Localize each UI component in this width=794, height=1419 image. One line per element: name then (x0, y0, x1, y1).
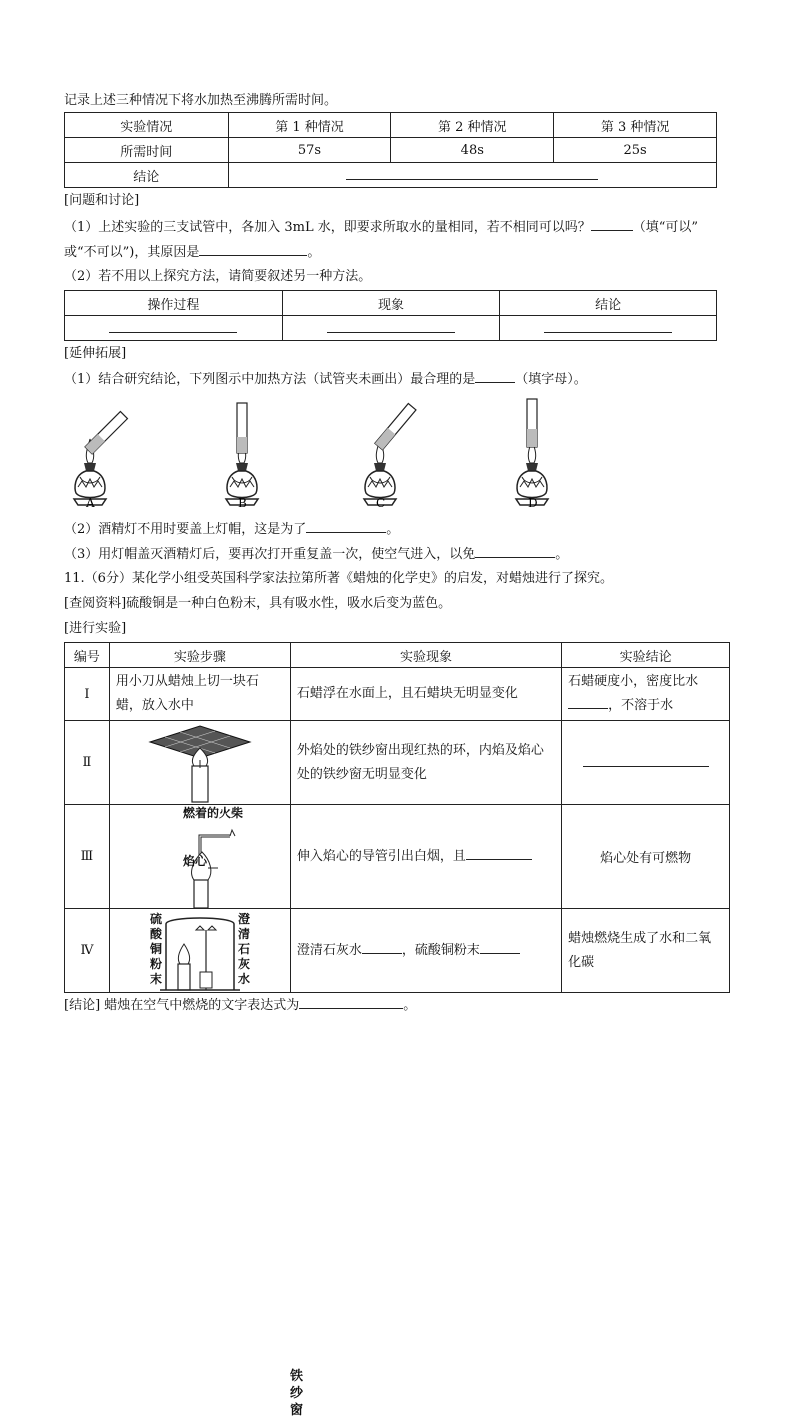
copper-sulfate-label: 硫酸铜粉末 (150, 912, 163, 986)
answer-blank[interactable] (346, 167, 598, 180)
answer-blank[interactable] (568, 696, 608, 709)
heating-diagrams (64, 395, 584, 510)
extension-q1 (64, 370, 587, 389)
q11-info: [查阅资料]硫酸铜是一种白色粉末，具有吸水性，吸水后变为蓝色。 (64, 596, 452, 611)
conclusion-text-b: ，不溶于水 (608, 698, 674, 713)
conclusion-end: 。 (403, 998, 417, 1013)
diagram-d-test-tube-icon (527, 399, 537, 447)
gauze-label: 铁纱窗 (289, 1368, 303, 1418)
phenomenon-cell (290, 909, 561, 993)
time-cell: 25s (554, 138, 717, 163)
q1-text-c: 或“不可以”)，其原因是 (64, 245, 200, 260)
phenomenon-text-a: 澄清石灰水 (296, 942, 362, 958)
q1-end: 。 (307, 245, 321, 260)
row-id: Ⅱ (65, 721, 110, 805)
flame-icon (178, 944, 189, 964)
answer-blank[interactable] (544, 320, 672, 333)
flame-core-label: 焰心 (183, 854, 208, 868)
answer-blank[interactable] (480, 941, 520, 954)
q11-conclusion (64, 996, 416, 1015)
answer-cell (65, 316, 283, 341)
q1-text-b: （填“可以” (632, 220, 699, 235)
answer-cell (500, 316, 717, 341)
header-cell: 实验结论 (562, 643, 730, 668)
q11-exp-title: [进行实验] (64, 621, 127, 636)
heating-time-table (64, 112, 717, 188)
q11-heading: 11.（6分）某化学小组受英国科学家法拉第所著《蜡烛的化学史》的启发，对蜡烛进行了探究。 (64, 571, 613, 586)
phenomenon-text: 伸入焰心的导管引出白烟，且 (296, 848, 466, 864)
conclusion-cell (562, 721, 730, 805)
row-id: Ⅳ (65, 909, 110, 993)
limewater-label: 澄清石灰水 (238, 912, 251, 986)
diagram-a-test-tube-icon (85, 412, 127, 454)
candle-icon (194, 880, 208, 908)
answer-cell (282, 316, 500, 341)
ext-q1-text: （1）结合研究结论，下列图示中加热方法（试管夹未画出）最合理的是 (64, 372, 476, 387)
header-cell: 实验现象 (290, 643, 561, 668)
header-cell: 现象 (282, 291, 500, 316)
header-cell: 实验步骤 (109, 643, 290, 668)
row-id: Ⅲ (65, 805, 110, 909)
step-cell: 用小刀从蜡烛上切一块石蜡，放入水中 (109, 668, 290, 721)
row-label: 所需时间 (65, 138, 229, 163)
answer-blank[interactable] (199, 243, 307, 256)
ext-q1-text-b: （填字母）。 (515, 372, 587, 387)
ext-q2-text: （2）酒精灯不用时要盖上灯帽，这是为了 (64, 522, 307, 537)
answer-blank[interactable] (299, 996, 403, 1009)
row-id: Ⅰ (65, 668, 110, 721)
extension-q3 (64, 545, 568, 564)
row-label: 结论 (65, 163, 229, 188)
extension-q2 (64, 520, 399, 539)
answer-blank[interactable] (466, 847, 532, 860)
header-cell: 编号 (65, 643, 110, 668)
conclusion-answer-cell (228, 163, 716, 188)
phenomenon-cell: 外焰处的铁纱窗出现红热的环，内焰及焰心处的铁纱窗无明显变化 (290, 721, 561, 805)
intro-text: 记录上述三种情况下将水加热至沸腾所需时间。 (64, 93, 338, 108)
conclusion-cell (562, 668, 730, 721)
conclusion-cell: 焰心处有可燃物 (562, 805, 730, 909)
limewater-beaker-icon (200, 972, 212, 988)
alt-method-table (64, 290, 717, 341)
discussion-title: [问题和讨论] (64, 193, 140, 208)
option-label-b: B (238, 496, 247, 510)
header-cell: 第 2 种情况 (391, 113, 554, 138)
conclusion-text: 石蜡硬度小，密度比水 (568, 674, 699, 689)
header-cell: 第 3 种情况 (554, 113, 717, 138)
phenomenon-text-b: ，硫酸铜粉末 (401, 942, 480, 958)
match-icon (230, 830, 235, 836)
header-cell: 结论 (500, 291, 717, 316)
ext-q2-end: 。 (386, 522, 400, 537)
answer-blank[interactable] (327, 320, 455, 333)
option-label-d: D (528, 496, 538, 510)
answer-blank[interactable] (583, 754, 709, 767)
candle-icon (192, 766, 208, 802)
header-cell: 实验情况 (65, 113, 229, 138)
extension-title: [延伸拓展] (64, 346, 127, 361)
step-figure-cell (109, 909, 290, 993)
ext-q3-text: （3）用灯帽盖灭酒精灯后，要再次打开重复盖一次，使空气进入，以免 (64, 547, 476, 562)
answer-blank[interactable] (109, 320, 237, 333)
time-cell: 57s (228, 138, 391, 163)
ext-q3-end: 。 (555, 547, 569, 562)
dish-icon (196, 926, 216, 930)
discussion-q1-cont (64, 243, 320, 262)
discussion-q2: （2）若不用以上探究方法，请简要叙述另一种方法。 (64, 269, 372, 284)
beaker-candle-figure (110, 910, 290, 992)
phenomenon-cell (290, 805, 561, 909)
candle-icon (178, 964, 190, 990)
diagram-c-test-tube-icon (375, 403, 416, 449)
answer-blank[interactable] (591, 218, 633, 231)
phenomenon-cell: 石蜡浮在水面上，且石蜡块无明显变化 (290, 668, 561, 721)
header-cell: 第 1 种情况 (228, 113, 391, 138)
diagram-b-test-tube-icon (237, 403, 247, 453)
answer-blank[interactable] (362, 941, 402, 954)
q1-text: （1）上述实验的三支试管中，各加入 3mL 水，即要求所取水的量相同，若不相同可以吗？ (64, 220, 591, 235)
option-label-a: A (86, 496, 95, 510)
answer-blank[interactable] (306, 520, 386, 533)
answer-blank[interactable] (475, 545, 555, 558)
option-label-c: C (376, 496, 386, 510)
conclusion-cell: 蜡烛燃烧生成了水和二氧化碳 (562, 909, 730, 993)
match-label: 燃着的火柴 (183, 806, 244, 820)
answer-blank[interactable] (475, 370, 515, 383)
header-cell: 操作过程 (65, 291, 283, 316)
discussion-q1 (64, 218, 698, 237)
gauze-candle-figure (110, 722, 290, 804)
conclusion-text: [结论] 蜡烛在空气中燃烧的文字表达式为 (64, 998, 300, 1013)
time-cell: 48s (391, 138, 554, 163)
